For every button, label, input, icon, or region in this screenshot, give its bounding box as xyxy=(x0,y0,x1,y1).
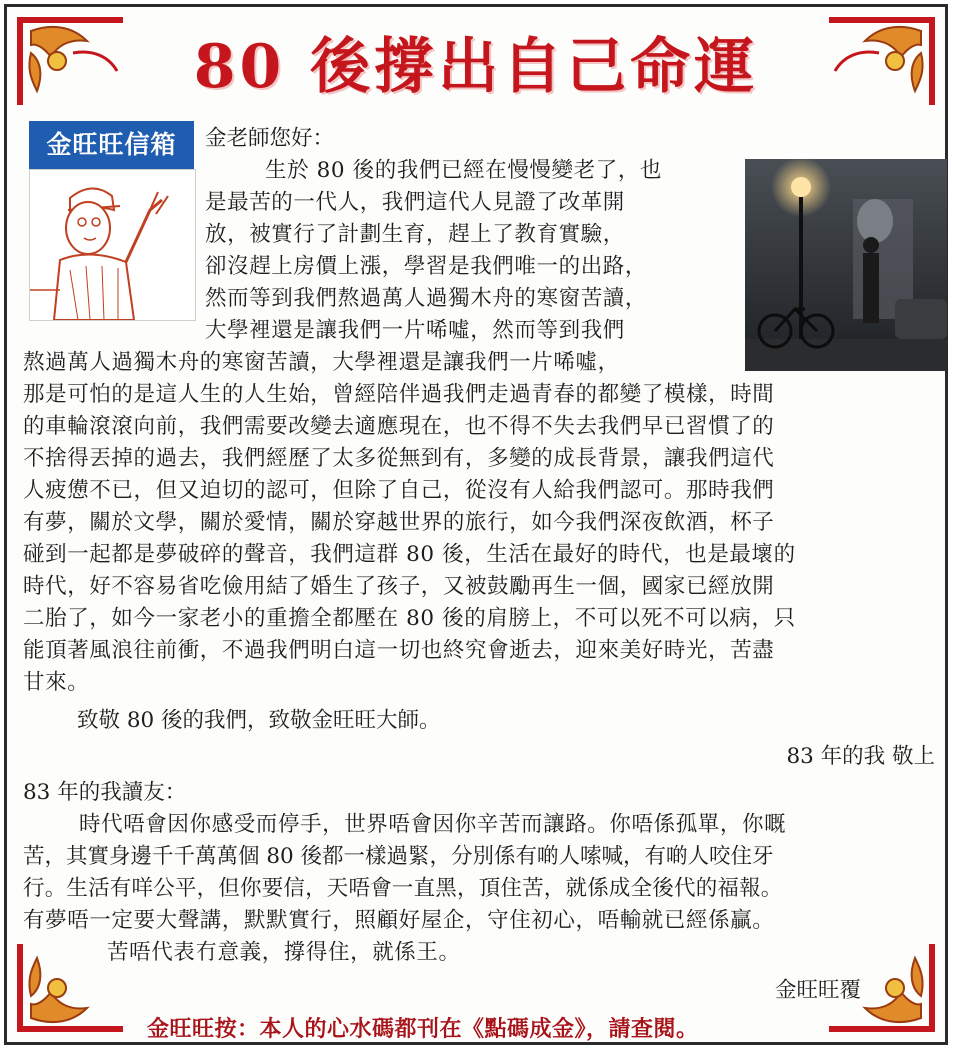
reply-line: 行。生活有咩公平，但你要信，天唔會一直黑，頂住苦，就係成全後代的福報。 xyxy=(23,876,783,901)
letter-signature: 83 年的我 敬上 xyxy=(786,744,935,769)
column-name-badge: 金旺旺信箱 xyxy=(29,121,194,169)
letter-line: 時代，好不容易省吃儉用結了婚生了孩子，又被鼓勵再生一個，國家已經放開 xyxy=(23,574,775,599)
newspaper-column xyxy=(4,4,948,1045)
letter-line: 熬過萬人過獨木舟的寒窗苦讀，大學裡還是讓我們一片唏噓， xyxy=(23,350,620,375)
letter-line: 能頂著風浪往前衝，不過我們明白這一切也終究會逝去，迎來美好時光，苦盡 xyxy=(23,638,775,663)
letter-line: 二胎了，如今一家老小的重擔全都壓在 80 後的肩膀上，不可以死不可以病，只 xyxy=(23,606,796,631)
letter-line: 是最苦的一代人，我們這代人見證了改革開 xyxy=(205,190,625,215)
letter-line: 放，被實行了計劃生育，趕上了教育實驗， xyxy=(205,222,625,247)
article-title: 80 後撐出自己命運 xyxy=(193,32,759,102)
letter-line: 的車輪滾滾向前，我們需要改變去適應現在，也不得不失去我們早已習慣了的 xyxy=(23,414,775,439)
letter-line: 然而等到我們熬過萬人過獨木舟的寒窗苦讀， xyxy=(205,286,648,311)
reply-line: 有夢唔一定要大聲講，默默實行，照顧好屋企，守住初心，唔輸就已經係贏。 xyxy=(23,908,775,933)
letter-line: 人疲憊不已，但又迫切的認可，但除了自己，從沒有人給我們認可。那時我們 xyxy=(23,478,775,503)
letter-salutation: 金老師您好： xyxy=(205,126,335,151)
letter-line: 大學裡還是讓我們一片唏噓，然而等到我們 xyxy=(205,318,625,343)
letter-line: 生於 80 後的我們已經在慢慢變老了，也 xyxy=(265,158,663,183)
letter-closing: 致敬 80 後的我們，致敬金旺旺大師。 xyxy=(77,708,441,733)
letter-line: 有夢，關於文學，關於愛情，關於穿越世界的旅行，如今我們深夜飲酒，杯子 xyxy=(23,510,775,535)
letter-line: 卻沒趕上房價上漲，學習是我們唯一的出路， xyxy=(205,254,648,279)
columnist-caricature-image xyxy=(29,169,196,321)
letter-line: 不捨得丟掉的過去，我們經歷了太多從無到有，多變的成長背景，讓我們這代 xyxy=(23,446,775,471)
letter-line: 那是可怕的是這人生的人生始，曾經陪伴過我們走過青春的都變了模樣，時間 xyxy=(23,382,775,407)
reply-line: 時代唔會因你感受而停手，世界唔會因你辛苦而讓路。你唔係孤單，你嘅 xyxy=(79,812,787,837)
letter-line: 甘來。 xyxy=(23,670,90,695)
reply-line: 苦，其實身邊千千萬萬個 80 後都一樣過緊，分別係有啲人嗦喊，有啲人咬住牙 xyxy=(23,844,774,869)
reply-line: 苦唔代表冇意義，撐得住，就係王。 xyxy=(107,940,461,965)
letter-line: 碰到一起都是夢破碎的聲音，我們這群 80 後，生活在最好的時代，也是最壞的 xyxy=(23,542,796,567)
reply-salutation: 83 年的我讀友： xyxy=(23,780,187,805)
footer-note: 金旺旺按：本人的心水碼都刊在《點碼成金》，請查閱。 xyxy=(147,1016,699,1042)
article-illustration-image xyxy=(745,159,947,371)
reply-signature: 金旺旺覆 xyxy=(774,978,861,1003)
